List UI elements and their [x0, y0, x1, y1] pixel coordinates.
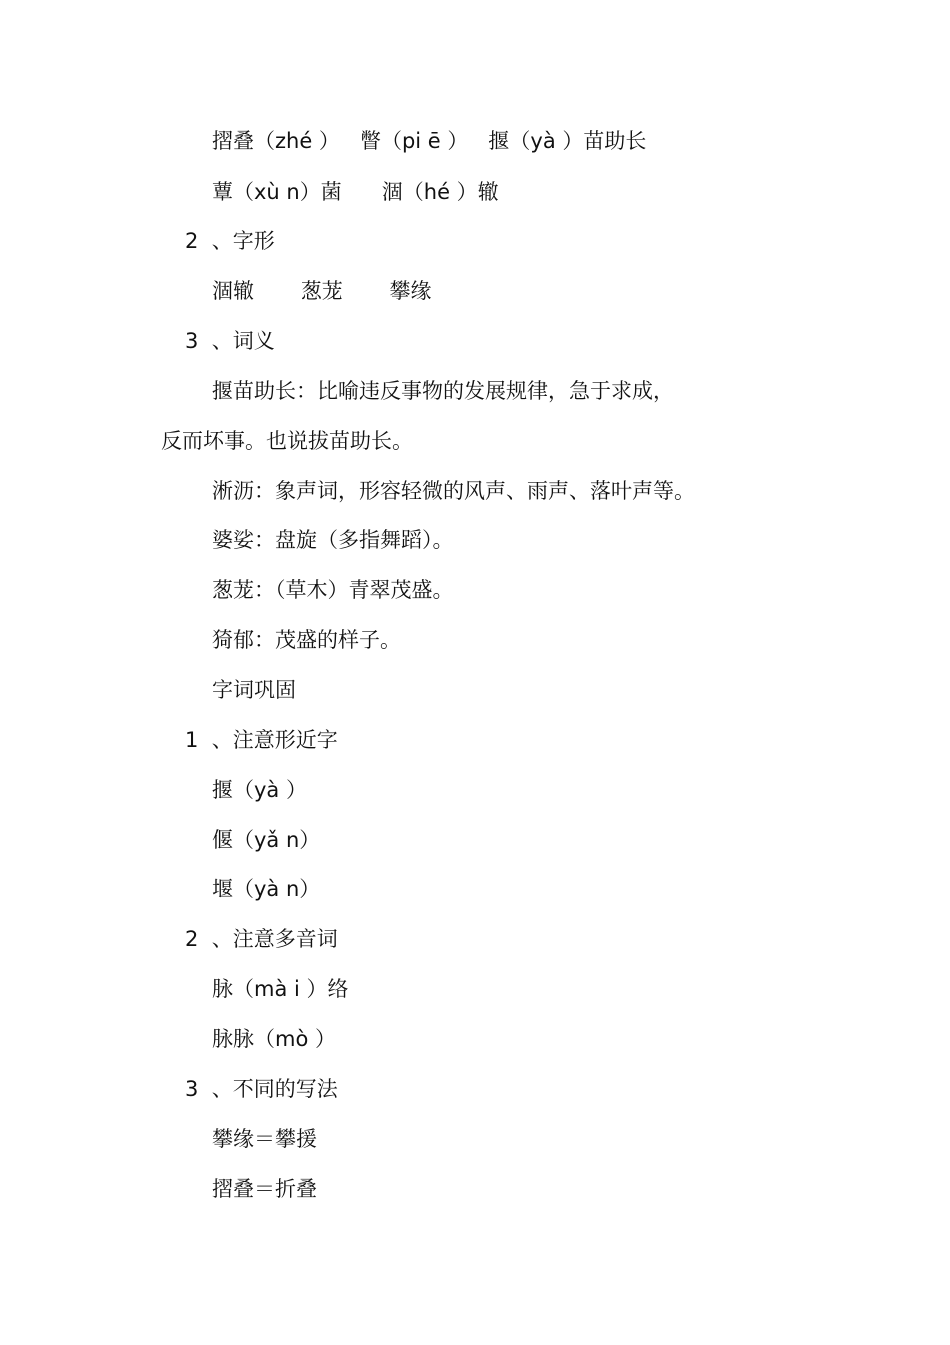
section-heading-variants: 3 、不同的写法 [185, 1077, 338, 1101]
section-heading-polyphonic: 2 、注意多音词 [185, 927, 338, 951]
similar-char-item: 揠（yà ） [212, 778, 307, 802]
definition-line: 葱茏：（草木）青翠茂盛。 [212, 578, 454, 602]
definition-line: 淅沥：象声词，形容轻微的风声、雨声、落叶声等。 [212, 479, 695, 503]
section-heading-zixing: 2 、字形 [185, 229, 275, 253]
pinyin-line-2: 蕈（xù n）菌 涸（hé ）辙 [212, 180, 499, 204]
polyphonic-item: 脉（mà i ）络 [212, 977, 349, 1001]
variant-item: 摺叠＝折叠 [212, 1177, 317, 1201]
definition-line: 猗郁：茂盛的样子。 [212, 628, 401, 652]
section-title-consolidation: 字词巩固 [212, 678, 296, 702]
definition-line: 婆娑：盘旋（多指舞蹈）。 [212, 528, 454, 552]
section-heading-similar-chars: 1 、注意形近字 [185, 728, 338, 752]
definition-line: 揠苗助长：比喻违反事物的发展规律，急于求成， [212, 379, 674, 403]
similar-char-item: 偃（yǎ n） [212, 828, 321, 852]
definition-line-continued: 反而坏事。也说拔苗助长。 [161, 429, 413, 453]
variant-item: 攀缘＝攀援 [212, 1127, 317, 1151]
polyphonic-item: 脉脉（mò ） [212, 1027, 336, 1051]
zixing-words: 涸辙 葱茏 攀缘 [212, 279, 432, 303]
section-heading-ciyi: 3 、词义 [185, 329, 275, 353]
similar-char-item: 堰（yà n） [212, 877, 321, 901]
pinyin-line-1: 摺叠（zhé ） 瞥（pi ē ） 揠（yà ）苗助长 [212, 129, 647, 153]
